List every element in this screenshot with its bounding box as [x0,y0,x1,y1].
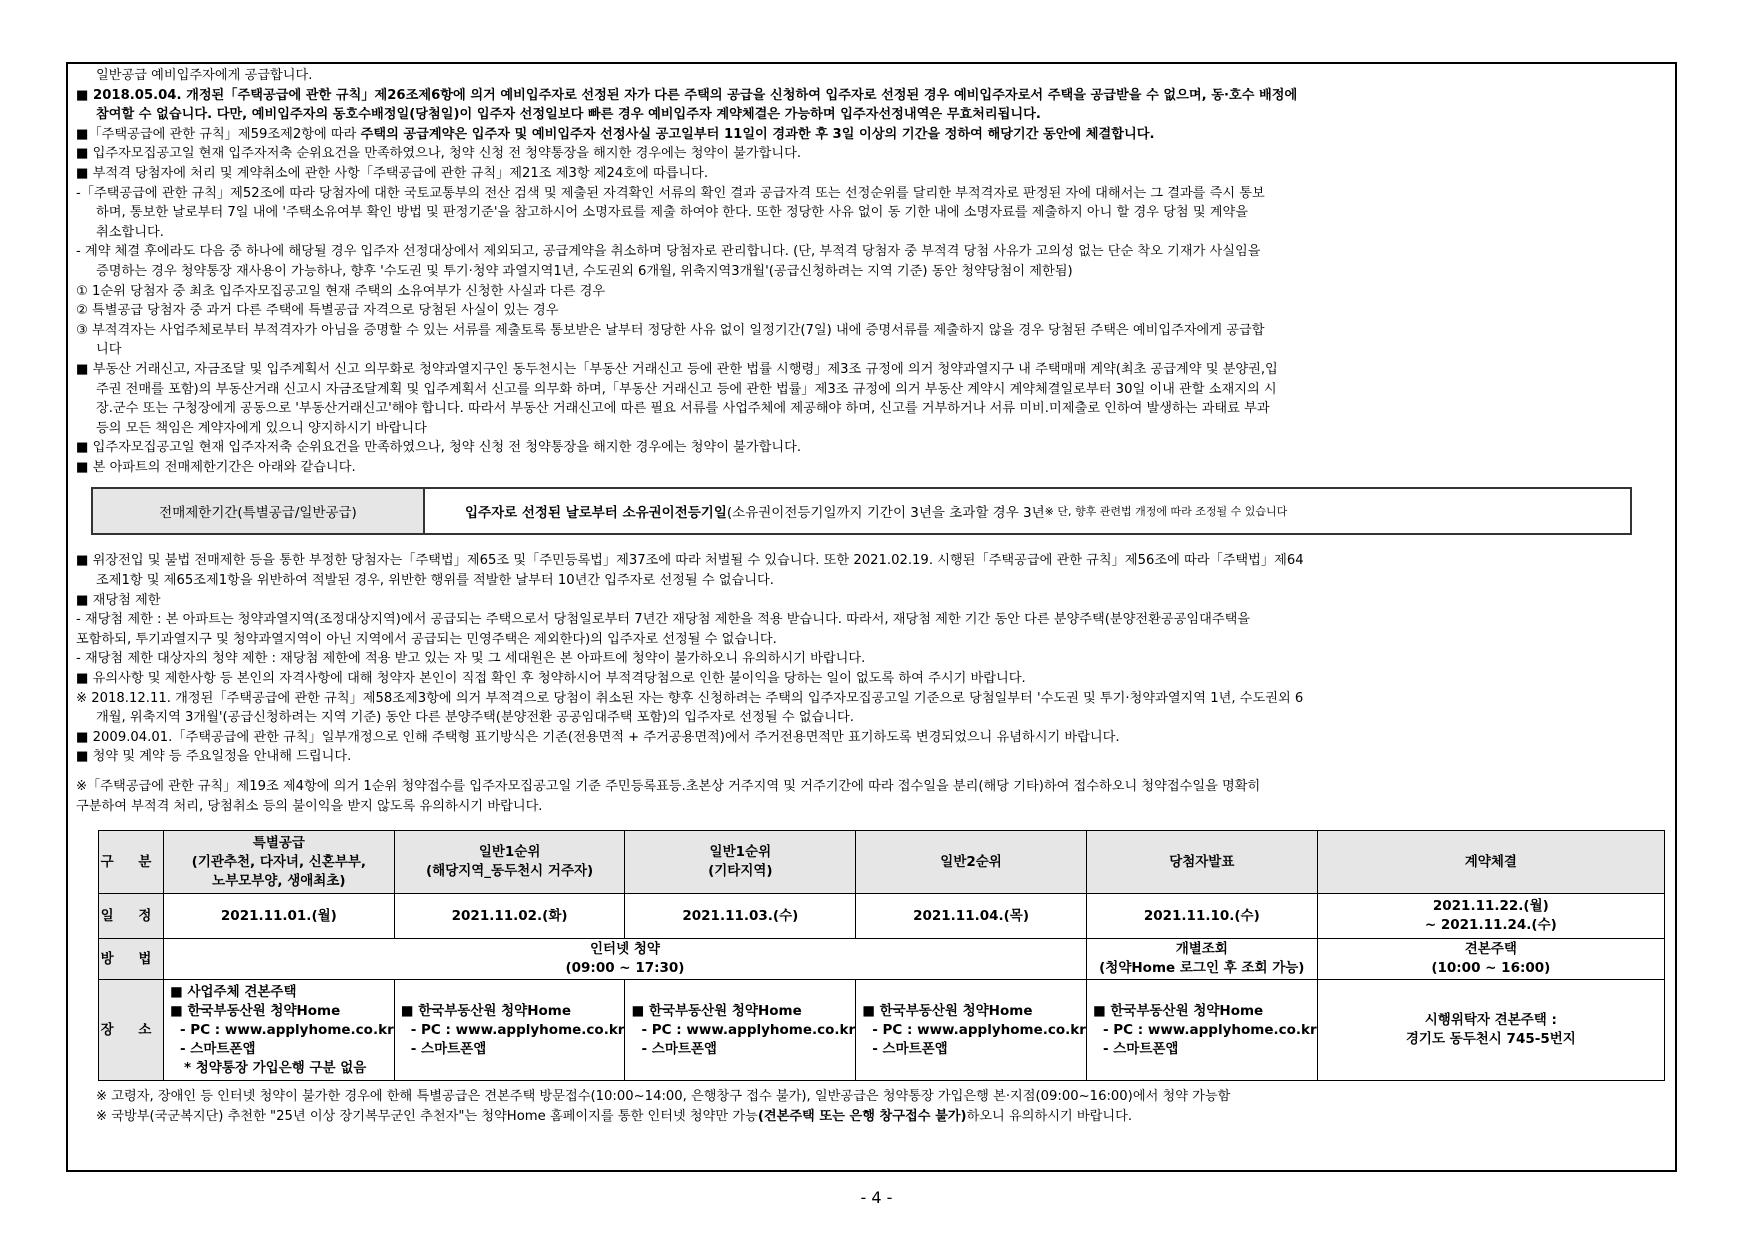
notice-line: -「주택공급에 관한 규칙」제52조에 따라 당첨자에 대한 국토교통부의 전산 검색 및 제출된 자격확인 서류의 확인 결과 공급자격 또는 선정순위를 달리한 부적격자로 판정된 자에 대해서는 그 결과를 즉시 통보 [76,185,1265,201]
notice-line: - 재당첨 제한 : 본 아파트는 청약과열지역(조정대상지역)에서 공급되는 주택으로서 당첨일로부터 7년간 재당첨 제한을 적용 받습니다. 따라서, 재당첨 제한 기간 동안 다른 분양주택(분양전환공공임대주택을 [76,612,1251,628]
notice-paragraphs-top [76,66,1667,477]
place-item: ■ 사업주체 견본주택 [170,983,297,1000]
place-item: ■ 한국부동산원 청약Home [631,1002,802,1019]
row-header-place: 장 소 [99,980,164,1081]
method-model-house: 견본주택 (10:00 ~ 16:00) [1317,939,1664,980]
resale-value-rest: (소유권이전등기일까지 기간이 3년을 초과할 경우 3년 [726,505,1045,522]
notice-line: ■「주택공급에 관한 규칙」제59조제2항에 따라 주택의 공급계약은 입주자 및 예비입주자 선정사실 공고일부터 11일이 경과한 후 3일 이상의 기간을 정하여 해당기간 동안에 체결합니다. [76,126,1155,142]
notice-paragraphs-mid [76,551,1667,767]
col-contract: 계약체결 [1317,831,1664,894]
place-general-1 [394,980,625,1081]
place-item: - 스마트폰앱 [410,1040,487,1057]
schedule-place-row [99,980,1665,1081]
notice-line: ■ 위장전입 및 불법 전매제한 등을 통한 부정한 당첨자는「주택법」제65조 및「주민등록법」제37조에 따라 처벌될 수 있습니다. 또한 2021.02.19. 시행된「주택공급에 관한 규칙」제56조에 따라「주택법」제64 [76,553,1304,569]
resale-value-note: ※ 단, 향후 관련법 개정에 따라 조정될 수 있습니다 [1044,505,1288,519]
date-cell: 2021.11.03.(수) [625,894,856,939]
date-cell: 2021.11.22.(월) ~ 2021.11.24.(수) [1317,894,1664,939]
notice-line: 구분하여 부적격 처리, 당첨취소 등의 불이익을 받지 않도록 유의하시기 바랍니다. [76,798,543,814]
notice-line: ■ 2018.05.04. 개정된「주택공급에 관한 규칙」제26조제6항에 의거 예비입주자로 선정된 자가 다른 주택의 공급을 신청하여 입주자로 선정된 경우 예비입주자로서 주택을 공급받을 수 없으며, 동·호수 배정에 [76,87,1298,103]
page-frame [66,62,1677,1172]
resale-restriction-table [91,487,1632,535]
footnote-military: ※ 국방부(국군복지단) 추천한 "25년 이상 장기복무군인 추천자"는 청약Home 홈페이지를 통한 인터넷 청약만 가능(견본주택 또는 은행 창구접수 불가)하오니 유의하시기 바랍니다. [96,1108,1133,1124]
notice-line: 장.군수 또는 구청장에게 공동으로 '부동산거래신고'해야 합니다. 따라서 부동산 거래신고에 따른 필요 서류를 사업주체에 제공해야 하며, 신고를 거부하거나 서류 미비.미제출로 인하여 발생하는 과태료 부과 [96,401,1270,417]
notice-line: ② 특별공급 당첨자 중 과거 다른 주택에 특별공급 자격으로 당첨된 사실이 있는 경우 [76,303,559,319]
row-header-method: 방 법 [99,939,164,980]
footnotes [96,1087,1667,1126]
col-general-1st-other: 일반1순위 (기타지역) [625,831,856,894]
notice-line: ■ 2009.04.01.「주택공급에 관한 규칙」일부개정으로 인해 주택형 표기방식은 기존(전용면적 + 주거공용면적)에서 주거전용면적만 표기하도록 변경되었으니 유념하시기 바랍니다. [76,729,1120,745]
notice-paragraphs-note [76,777,1667,816]
schedule-table [98,830,1665,1081]
col-general-1st-local: 일반1순위 (해당지역_동두천시 거주자) [394,831,625,894]
col-special-supply: 특별공급 (기관추천, 다자녀, 신혼부부, 노부모부양, 생애최초) [164,831,395,894]
place-contract: 시행위탁자 견본주택 : 경기도 동두천시 745-5번지 [1317,980,1664,1081]
notice-line: 니다 [96,342,122,358]
place-item: ■ 한국부동산원 청약Home [170,1002,341,1019]
schedule-date-row [99,894,1665,939]
notice-line: 등의 모든 책임은 계약자에게 있으니 양지하시기 바랍니다 [96,420,427,436]
notice-line: 조제1항 및 제65조제1항을 위반하여 적발된 경우, 위반한 행위를 적발한 날부터 10년간 입주자로 선정될 수 없습니다. [96,573,774,589]
notice-line: ■ 본 아파트의 전매제한기간은 아래와 같습니다. [76,459,356,475]
notice-line: - 재당첨 제한 대상자의 청약 제한 : 재당첨 제한에 적용 받고 있는 자 및 그 세대원은 본 아파트에 청약이 불가하오니 유의하시기 바랍니다. [76,651,866,667]
resale-label: 전매제한기간(특별공급/일반공급) [93,489,425,533]
footnote: ※ 고령자, 장애인 등 인터넷 청약이 불가한 경우에 한해 특별공급은 견본주택 방문접수(10:00~14:00, 은행창구 접수 불가), 일반공급은 청약통장 가입은행 본·지점(09:00~16:00)에서 청약 가능함 [96,1089,1231,1105]
place-item: * 청약통장 가입은행 구분 없음 [184,1059,367,1076]
notice-line: ① 1순위 당첨자 중 최초 입주자모집공고일 현재 주택의 소유여부가 신청한 사실과 다른 경우 [76,283,606,299]
place-item: - 스마트폰앱 [641,1040,717,1057]
method-individual: 개별조회 (청약Home 로그인 후 조회 가능) [1086,939,1317,980]
date-cell: 2021.11.10.(수) [1086,894,1317,939]
place-item: - 스마트폰앱 [180,1040,256,1057]
notice-line: 개월, 위축지역 3개월'(공급신청하려는 지역 기준) 동안 다른 분양주택(분양전환 공공임대주택 포함)의 입주자로 선정될 수 없습니다. [96,710,854,726]
place-general-2 [625,980,856,1081]
notice-line: 포함하되, 투기과열지구 및 청약과열지역이 아닌 지역에서 공급되는 민영주택은 제외한다)의 입주자로 선정될 수 없습니다. [76,631,777,647]
notice-line: 일반공급 예비입주자에게 공급합니다. [96,68,313,83]
notice-line: ■ 유의사항 및 제한사항 등 본인의 자격사항에 대해 청약자 본인이 직접 확인 후 청약하시어 부적격당첨으로 인한 불이익을 당하는 일이 없도록 하여 주시기 바랍니다. [76,671,1026,687]
method-internet: 인터넷 청약 (09:00 ~ 17:30) [164,939,1087,980]
place-item: ■ 한국부동산원 청약Home [1092,1002,1264,1019]
notice-line: ■ 청약 및 계약 등 주요일정을 안내해 드립니다. [76,749,352,765]
place-general-3 [856,980,1087,1081]
col-winner-announce: 당첨자발표 [1086,831,1317,894]
notice-line: ■ 부동산 거래신고, 자금조달 및 입주계획서 신고 의무화로 청약과열지구인 동두천시는「부동산 거래신고 등에 관한 법률 시행령」제3조 규정에 의거 청약과열지구 내 주택매매 계약(최초 공급계약 및 분양권,입 [76,361,1278,377]
place-item: ■ 한국부동산원 청약Home [862,1002,1033,1019]
notice-line: ■ 부적격 당첨자에 처리 및 계약취소에 관한 사항「주택공급에 관한 규칙」제21조 제3항 제24호에 따릅니다. [76,165,709,181]
resale-value-bold: 입주자로 선정된 날로부터 소유권이전등기일 [465,505,727,522]
notice-line: ■ 재당첨 제한 [76,592,161,608]
place-item: - PC : www.applyhome.co.kr [872,1021,1086,1038]
notice-line: 하며, 통보한 날로부터 7일 내에 '주택소유여부 확인 방법 및 판정기준'을 참고하시어 소명자료를 제출 하여야 한다. 또한 정당한 사유 없이 동 기한 내에 소명자료를 제출하지 아니 할 경우 당첨 및 계약을 [96,205,1248,221]
notice-line: 증명하는 경우 청약통장 재사용이 가능하나, 향후 '수도권 및 투기·청약 과열지역1년, 수도권외 6개월, 위축지역3개월'(공급신청하려는 지역 기준) 동안 청약당첨이 제한됨) [96,263,1073,279]
notice-line: 주권 전매를 포함)의 부동산거래 신고시 자금조달계획 및 입주계획서 신고를 의무화 하며,「부동산 거래신고 등에 관한 법률」제3조 규정에 의거 부동산 계약시 계약체결일로부터 30일 이내 관할 소재지의 시 [96,381,1277,397]
place-item: - 스마트폰앱 [872,1040,948,1057]
col-general-2nd: 일반2순위 [856,831,1087,894]
row-header-category: 구 분 [99,831,164,894]
notice-line: - 계약 체결 후에라도 다음 중 하나에 해당될 경우 입주자 선정대상에서 제외되고, 공급계약을 취소하며 당첨자로 관리합니다. (단, 부적격 당첨자 중 부적격 당첨 사유가 고의성 없는 단순 착오 기재가 사실임을 [76,244,1261,260]
notice-line: 참여할 수 없습니다. 다만, 예비입주자의 동호수배정일(당첨일)이 입주자 선정일보다 빠른 경우 예비입주자 계약체결은 가능하며 입주자선정내역은 무효처리됩니다. [96,107,1041,123]
notice-line: 취소합니다. [96,224,164,240]
notice-line: ※ 2018.12.11. 개정된「주택공급에 관한 규칙」제58조제3항에 의거 부적격으로 당첨이 취소된 자는 향후 신청하려는 주택의 입주자모집공고일 기준으로 당첨일부터 '수도권 및 투기·청약과열지역 1년, 수도권외 6 [76,690,1304,706]
place-item: - PC : www.applyhome.co.kr [180,1021,394,1038]
place-item: - 스마트폰앱 [1102,1040,1179,1057]
row-header-date: 일 정 [99,894,164,939]
place-special [164,980,395,1081]
date-cell: 2021.11.04.(목) [856,894,1087,939]
page-number: - 4 - [860,1188,893,1207]
notice-line: ※「주택공급에 관한 규칙」제19조 제4항에 의거 1순위 청약접수를 입주자모집공고일 기준 주민등록표등.초본상 거주지역 및 거주기간에 따라 접수일을 분리(해당 기타)하여 접수하오니 청약접수일을 명확히 [76,779,1261,794]
place-item: - PC : www.applyhome.co.kr [1102,1021,1317,1038]
place-general-4 [1086,980,1317,1081]
notice-line: ■ 입주자모집공고일 현재 입주자저축 순위요건을 만족하였으나, 청약 신청 전 청약통장을 해지한 경우에는 청약이 불가합니다. [76,440,802,456]
page-content [76,66,1667,1126]
resale-value [425,489,1630,533]
date-cell: 2021.11.02.(화) [394,894,625,939]
place-item: - PC : www.applyhome.co.kr [641,1021,856,1038]
place-item: ■ 한국부동산원 청약Home [400,1002,572,1019]
schedule-header-row [99,831,1665,894]
date-cell: 2021.11.01.(월) [164,894,395,939]
notice-line: ■ 입주자모집공고일 현재 입주자저축 순위요건을 만족하였으나, 청약 신청 전 청약통장을 해지한 경우에는 청약이 불가합니다. [76,146,802,162]
notice-line: ③ 부적격자는 사업주체로부터 부적격자가 아님을 증명할 수 있는 서류를 제출토록 통보받은 날부터 정당한 사유 없이 일정기간(7일) 내에 증명서류를 제출하지 않을 경우 당첨된 주택은 예비입주자에게 공급합 [76,322,1265,338]
place-item: - PC : www.applyhome.co.kr [410,1021,625,1038]
schedule-method-row [99,939,1665,980]
